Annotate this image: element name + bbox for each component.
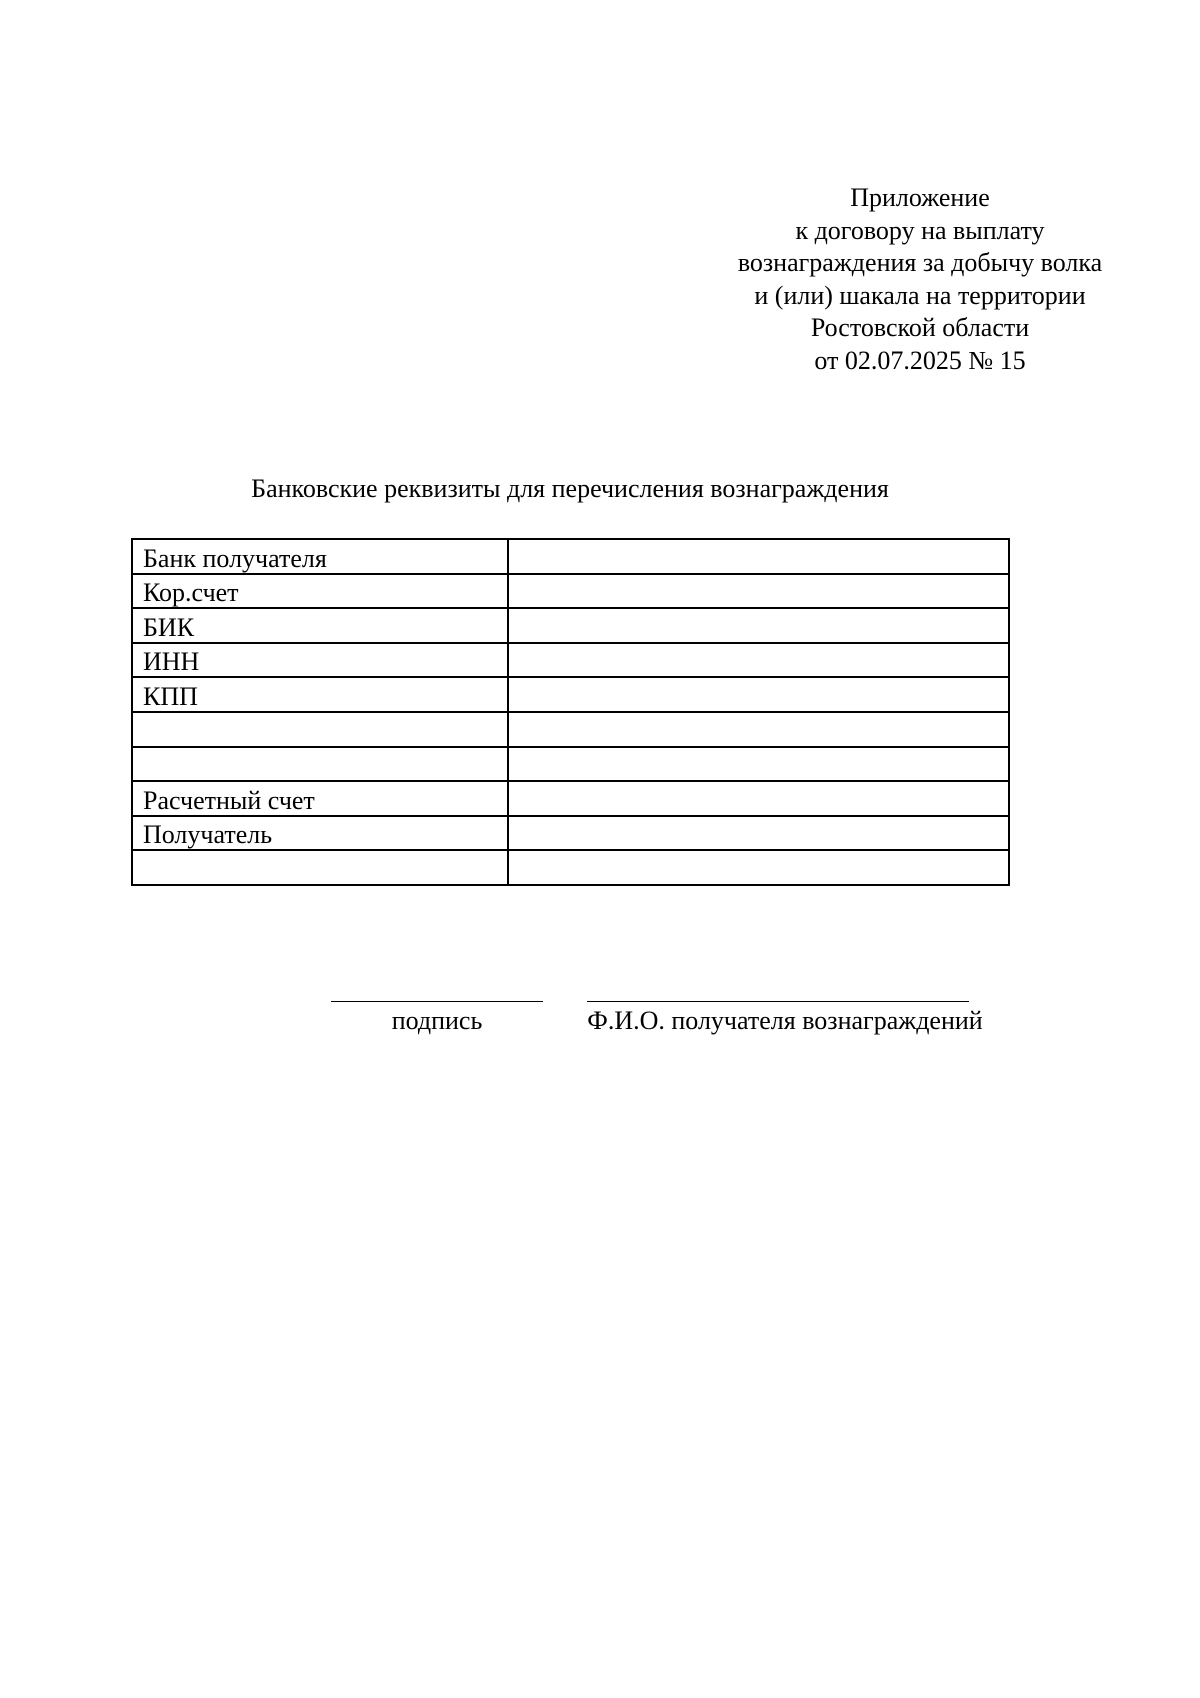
table-row <box>132 574 1009 609</box>
row-label <box>132 712 508 747</box>
row-value <box>508 608 1009 643</box>
row-value <box>508 574 1009 609</box>
appendix-line: Приложение <box>850 183 990 212</box>
appendix-line: и (или) шакала на территории <box>754 280 1086 310</box>
appendix-line: к договору на выплату <box>795 215 1045 245</box>
table-row <box>132 539 1009 574</box>
row-value <box>508 643 1009 678</box>
fullname-line <box>587 1001 969 1002</box>
table-row <box>132 677 1009 712</box>
appendix-header <box>690 182 1150 377</box>
fullname-caption: Ф.И.О. получателя вознаграждений <box>587 1006 983 1035</box>
table-row <box>132 608 1009 643</box>
appendix-line: Ростовской области <box>810 313 1030 342</box>
row-value <box>508 712 1009 747</box>
table-row <box>132 643 1009 678</box>
document-title: Банковские реквизиты для перечисления вознаграждения <box>251 474 889 503</box>
signature-line <box>331 1001 543 1002</box>
row-label: Получатель <box>132 816 508 851</box>
row-value <box>508 816 1009 851</box>
signature-caption: подпись <box>391 1006 483 1035</box>
appendix-line: от 02.07.2025 № 15 <box>814 345 1026 375</box>
row-label: Банк получателя <box>132 539 508 574</box>
row-label: БИК <box>132 608 508 643</box>
row-value <box>508 850 1009 885</box>
row-label: КПП <box>132 677 508 712</box>
table-row <box>132 850 1009 885</box>
table-row <box>132 781 1009 816</box>
row-value <box>508 747 1009 782</box>
row-label: ИНН <box>132 643 508 678</box>
appendix-line: вознаграждения за добычу волка <box>737 248 1103 277</box>
table-row <box>132 816 1009 851</box>
row-label: Расчетный счет <box>132 781 508 816</box>
row-label <box>132 747 508 782</box>
bank-requisites-table <box>131 538 1010 886</box>
row-value <box>508 539 1009 574</box>
row-value <box>508 677 1009 712</box>
row-label: Кор.счет <box>132 574 508 609</box>
row-value <box>508 781 1009 816</box>
table-row <box>132 747 1009 782</box>
table-row <box>132 712 1009 747</box>
row-label <box>132 850 508 885</box>
